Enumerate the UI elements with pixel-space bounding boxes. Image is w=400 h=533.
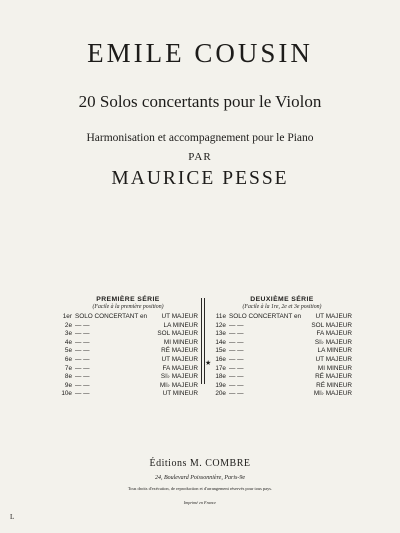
solo-key: UT MAJEUR (161, 355, 198, 363)
list-item (58, 365, 198, 374)
solo-number: 14e (215, 338, 226, 346)
solo-description: — — (75, 390, 90, 398)
solo-number: 11e (215, 313, 226, 320)
solo-description: — — (75, 381, 90, 389)
column-divider (201, 298, 202, 384)
list-item (212, 365, 352, 374)
solo-key: MI♭ MAJEUR (159, 381, 198, 389)
selected-mark: ★ (205, 359, 212, 367)
solo-number: 3e (64, 330, 72, 338)
solo-number: 1er (62, 313, 72, 320)
solo-description: — — (75, 373, 90, 381)
series-title: PREMIÈRE SÉRIE (96, 296, 160, 303)
list-item (58, 390, 198, 399)
solo-number: 7e (64, 364, 72, 372)
list-item (58, 373, 198, 382)
publisher-name: Éditions M. COMBRE (149, 458, 251, 469)
solo-number: 15e (215, 347, 226, 355)
list-item (58, 322, 198, 331)
series-rows (212, 313, 352, 399)
page-mark: L (10, 513, 15, 521)
list-item (58, 347, 198, 356)
series-first (58, 296, 198, 399)
work-title: 20 Solos concertants pour le Violon (78, 92, 322, 111)
solo-number: 16e (215, 355, 226, 363)
solo-key: MI MINEUR (163, 338, 198, 346)
solo-number: 20e (215, 390, 226, 398)
solo-key: UT MAJEUR (161, 313, 198, 320)
solo-description: — — (75, 347, 90, 355)
list-item (212, 382, 352, 391)
list-item (58, 330, 198, 339)
solo-key: SI♭ MAJEUR (160, 373, 198, 381)
par-label: PAR (188, 151, 212, 163)
solo-key: MI MINEUR (317, 364, 352, 372)
solo-key: FA MAJEUR (162, 364, 198, 372)
solo-key: UT MAJEUR (315, 313, 352, 320)
solo-number: 17e (215, 364, 226, 372)
solo-description: — — (229, 347, 244, 355)
solo-key: RÉ MINEUR (316, 381, 352, 389)
list-item (212, 322, 352, 331)
solo-number: 5e (64, 347, 72, 355)
composer-name: EMILE COUSIN (87, 38, 313, 68)
list-item (212, 390, 352, 399)
solo-description: — — (75, 321, 90, 329)
solo-number: 12e (215, 321, 226, 329)
solo-key: UT MAJEUR (315, 355, 352, 363)
arranger-name: MAURICE PESSE (111, 168, 289, 189)
list-item (58, 382, 198, 391)
solo-key: LA MINEUR (163, 321, 198, 329)
solo-key: RÉ MAJEUR (161, 347, 198, 355)
solo-number: 6e (64, 355, 72, 363)
rights-notice: Tous droits d'exécution, de reproduction et d'arrangement réservés pour tous pays. (127, 486, 273, 491)
solo-number: 13e (215, 330, 226, 338)
solo-description: — — (75, 364, 90, 372)
printed-in: Imprimé en France (183, 500, 217, 505)
list-item (58, 356, 198, 365)
list-item (212, 330, 352, 339)
solo-number: 10e (61, 390, 72, 398)
solo-key: LA MINEUR (317, 347, 352, 355)
list-item (212, 347, 352, 356)
solo-description: — — (75, 355, 90, 363)
series-second (212, 296, 352, 399)
solo-description: — — (229, 390, 244, 398)
list-item (58, 313, 198, 322)
solo-key: SOL MAJEUR (311, 321, 352, 329)
solo-description: — — (229, 355, 244, 363)
solo-key: UT MINEUR (162, 390, 198, 398)
solo-key: RÉ MAJEUR (315, 373, 352, 381)
solo-key: MI♭ MAJEUR (313, 390, 352, 398)
solo-number: 9e (64, 381, 72, 389)
solo-description: SOLO CONCERTANT en (229, 313, 302, 320)
solo-description: — — (229, 330, 244, 338)
solo-description: SOLO CONCERTANT en (75, 313, 148, 320)
solo-number: 8e (64, 373, 72, 381)
list-item (212, 373, 352, 382)
solo-key: FA MAJEUR (316, 330, 352, 338)
solo-description: — — (229, 338, 244, 346)
solo-description: — — (75, 338, 90, 346)
publisher-address: 24, Boulevard Poissonnière, Paris-9e (154, 475, 246, 481)
series-title: DEUXIÈME SÉRIE (250, 296, 314, 303)
list-item (212, 356, 352, 365)
solo-number: 19e (215, 381, 226, 389)
solo-description: — — (229, 381, 244, 389)
series-rows (58, 313, 198, 399)
solo-number: 2e (64, 321, 72, 329)
harmonisation-line: Harmonisation et accompagnement pour le Piano (86, 132, 314, 144)
solo-key: SI♭ MAJEUR (314, 338, 352, 346)
solo-number: 18e (215, 373, 226, 381)
solo-description: — — (229, 321, 244, 329)
solo-description: — — (229, 364, 244, 372)
solo-key: SOL MAJEUR (157, 330, 198, 338)
series-note: (Facile à la 1re, 2e et 3e position) (242, 304, 322, 310)
solo-number: 4e (64, 338, 72, 346)
solo-description: — — (75, 330, 90, 338)
solo-description: — — (229, 373, 244, 381)
list-item (212, 339, 352, 348)
list-item (212, 313, 352, 322)
column-divider (204, 298, 205, 384)
series-note: (Facile à la première position) (92, 304, 164, 310)
